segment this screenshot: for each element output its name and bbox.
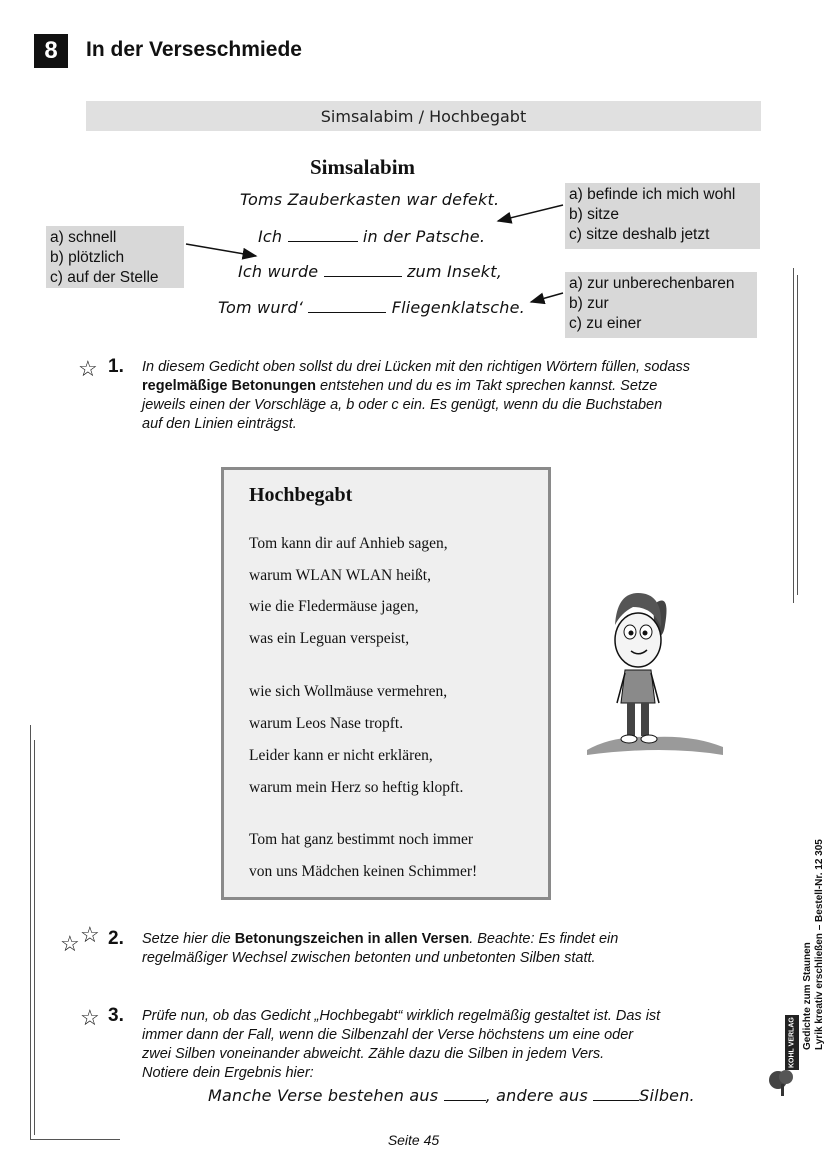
poem1-line2-start: Ich <box>258 227 283 246</box>
star-icon: ☆ <box>78 356 98 381</box>
answer-blank-2[interactable] <box>593 1088 639 1101</box>
star-icon: ☆ <box>80 1005 100 1030</box>
poem2-line: von uns Mädchen keinen Schimmer! <box>249 863 478 880</box>
task1-text <box>142 358 762 434</box>
task3-answer-middle: , andere aus <box>485 1086 588 1105</box>
page-number: Seite 45 <box>387 1132 440 1148</box>
frame-line-left-inner <box>34 740 35 1135</box>
task2-post: . Beachte: Es findet ein <box>469 931 619 947</box>
chapter-number: 8 <box>34 34 68 68</box>
poem1-line4-start: Tom wurd‘ <box>218 298 304 317</box>
girl-illustration <box>583 585 733 760</box>
arrow-bottom-right-icon <box>531 293 563 302</box>
poem2-line: warum WLAN WLAN heißt, <box>249 567 431 584</box>
task3-line2: immer dann der Fall, wenn die Silbenzahl der Verse höchstens um eine oder <box>142 1027 634 1043</box>
task3-answer-end: Silben. <box>639 1086 695 1105</box>
poem2-line: warum mein Herz so heftig klopft. <box>249 779 464 796</box>
poem2-line: wie die Fledermäuse jagen, <box>249 598 419 615</box>
answer-blank-1[interactable] <box>444 1088 486 1101</box>
task1-number: 1. <box>108 356 124 377</box>
poem1-line3-start: Ich wurde <box>238 262 319 281</box>
option-top-right-c: c) sitze deshalb jetzt <box>569 226 710 243</box>
star-icon: ☆ <box>60 931 80 956</box>
task2-line1 <box>142 930 762 949</box>
task2-text <box>142 930 762 968</box>
poem1-line3-end: zum Insekt, <box>406 262 503 281</box>
option-top-right-a: a) befinde ich mich wohl <box>569 186 736 203</box>
side-publisher-info <box>802 839 826 1050</box>
poem2-line: Tom hat ganz bestimmt noch immer <box>249 831 474 848</box>
task3-line1: Prüfe nun, ob das Gedicht „Hochbegabt“ wirklich regelmäßig gestaltet ist. Das ist <box>142 1008 661 1024</box>
star-icon: ☆ <box>80 922 100 947</box>
task1-line3: jeweils einen der Vorschläge a, b oder c ein. Es genügt, wenn du die Buchstaben <box>142 397 663 413</box>
side-book-title: Gedichte zum Staunen <box>802 942 813 1050</box>
option-left-b: b) plötzlich <box>50 249 125 266</box>
chapter-title: In der Verseschmiede <box>86 38 302 61</box>
task2-line2: regelmäßiger Wechsel zwischen betonten und unbetonten Silben statt. <box>142 950 596 966</box>
arrows-layer <box>0 0 827 360</box>
poem1-line4-end: Fliegenklatsche. <box>391 298 525 317</box>
task1-line1: In diesem Gedicht oben sollst du drei Lücken mit den richtigen Wörtern füllen, sodass <box>142 359 691 375</box>
task3-answer-start: Manche Verse bestehen aus <box>208 1086 439 1105</box>
task2-bold: Betonungszeichen in allen Versen <box>234 931 470 947</box>
publisher-logo: KOHL VERLAG <box>785 1015 799 1070</box>
arrow-top-right-icon <box>498 205 563 221</box>
option-top-right-b: b) sitze <box>569 206 619 223</box>
poem2-line: Tom kann dir auf Anhieb sagen, <box>249 535 448 552</box>
poem1-title: Simsalabim <box>310 155 416 179</box>
option-bottom-right-c: c) zu einer <box>569 315 642 332</box>
task3-number: 3. <box>108 1005 124 1026</box>
task3-line4: Notiere dein Ergebnis hier: <box>142 1065 314 1081</box>
option-bottom-right-b: b) zur <box>569 295 609 312</box>
frame-line-left <box>30 725 31 1140</box>
option-bottom-right-a: a) zur unberechenbaren <box>569 275 735 292</box>
tree-logo-icon <box>766 1068 800 1098</box>
poem2-line: Leider kann er nicht erklären, <box>249 747 433 764</box>
task1-line2 <box>142 377 762 396</box>
frame-line-right <box>793 268 794 603</box>
poem1-line2-end: in der Patsche. <box>362 227 486 246</box>
task2-pre: Setze hier die <box>142 931 235 947</box>
option-left-c: c) auf der Stelle <box>50 269 159 286</box>
task1-line2-rest: entstehen und du es im Takt sprechen kannst. Setze <box>316 378 658 394</box>
poem2-line: was ein Leguan verspeist, <box>249 630 410 647</box>
task1-line4: auf den Linien einträgst. <box>142 416 297 432</box>
poem2-line: wie sich Wollmäuse vermehren, <box>249 683 448 700</box>
poem1-line1: Toms Zauberkasten war defekt. <box>240 190 500 209</box>
task3-line3: zwei Silben voneinander abweicht. Zähle dazu die Silben in jedem Vers. <box>142 1046 605 1062</box>
task3-answer-line <box>208 1086 695 1105</box>
side-book-subtitle: Lyrik kreativ erschließen – Bestell-Nr. 12 305 <box>814 839 825 1050</box>
option-left-a: a) schnell <box>50 229 117 246</box>
poem2-title: Hochbegabt <box>249 484 353 506</box>
task1-bold: regelmäßige Betonungen <box>142 378 317 394</box>
task2-number: 2. <box>108 928 124 949</box>
subtitle-bar: Simsalabim / Hochbegabt <box>86 101 761 131</box>
poem2-line: warum Leos Nase tropft. <box>249 715 404 732</box>
arrow-left-icon <box>186 244 256 256</box>
frame-line-right-inner <box>797 275 798 595</box>
task3-text <box>142 1007 762 1083</box>
